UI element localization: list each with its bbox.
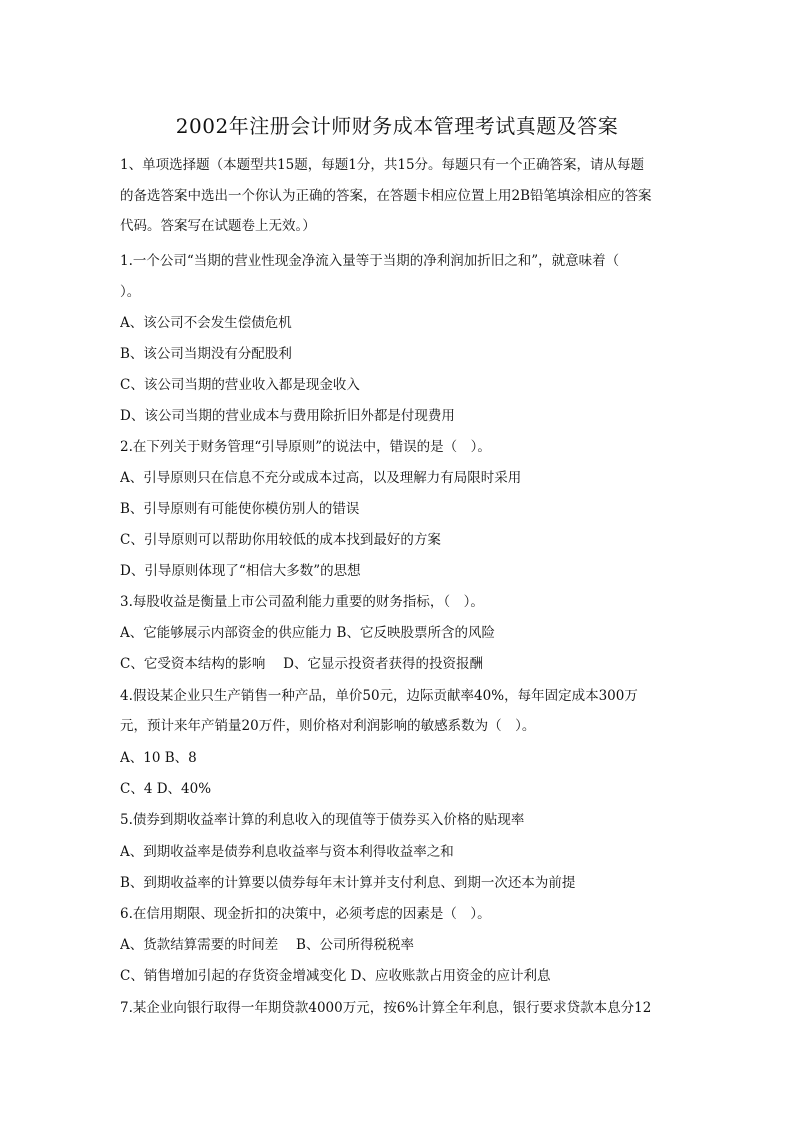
text-line: 的备选答案中选出一个你认为正确的答案，在答题卡相应位置上用2B铅笔填涂相应的答案	[120, 188, 652, 204]
page-title: 2002年注册会计师财务成本管理考试真题及答案	[175, 114, 619, 138]
text-line: 7.某企业向银行取得一年期贷款4000万元，按6%计算全年利息，银行要求贷款本息分12	[120, 1000, 652, 1016]
text-line: 6.在信用期限、现金折扣的决策中，必须考虑的因素是（ ）。	[120, 906, 491, 922]
text-line: 2.在下列关于财务管理“引导原则”的说法中，错误的是（ ）。	[120, 439, 491, 455]
text-line: ）。	[120, 284, 141, 300]
text-line: C、4 D、40%	[120, 781, 212, 797]
text-line: A、引导原则只在信息不充分或成本过高，以及理解力有局限时采用	[120, 470, 522, 486]
text-line: A、到期收益率是债券利息收益率与资本利得收益率之和	[120, 844, 454, 860]
text-line: C、它受资本结构的影响 D、它显示投资者获得的投资报酬	[120, 656, 483, 672]
text-line: B、引导原则有可能使你模仿别人的错误	[120, 501, 360, 517]
text-line: 1.一个公司“当期的营业性现金净流入量等于当期的净利润加折旧之和”，就意味着（	[120, 253, 620, 269]
text-line: A、该公司不会发生偿债危机	[120, 315, 292, 331]
text-line: 代码。答案写在试题卷上无效。）	[120, 218, 316, 234]
text-line: C、该公司当期的营业收入都是现金收入	[120, 377, 360, 393]
text-line: A、10 B、8	[120, 750, 197, 766]
text-line: B、该公司当期没有分配股利	[120, 346, 292, 362]
text-line: D、该公司当期的营业成本与费用除折旧外都是付现费用	[120, 408, 455, 424]
text-line: B、到期收益率的计算要以债券每年末计算并支付利息、到期一次还本为前提	[120, 875, 576, 891]
text-line: C、引导原则可以帮助你用较低的成本找到最好的方案	[120, 532, 441, 548]
text-line: 4.假设某企业只生产销售一种产品，单价50元，边际贡献率40%，每年固定成本300万	[120, 688, 638, 704]
text-line: 3.每股收益是衡量上市公司盈利能力重要的财务指标，（ ）。	[120, 594, 484, 610]
text-line: A、货款结算需要的时间差 B、公司所得税税率	[120, 937, 414, 953]
text-line: D、引导原则体现了“相信大多数”的思想	[120, 563, 361, 579]
text-line: 5.债券到期收益率计算的利息收入的现值等于债券买入价格的贴现率	[120, 812, 525, 828]
text-line: A、它能够展示内部资金的供应能力 B、它反映股票所含的风险	[120, 625, 495, 641]
text-line: 元，预计来年产销量20万件，则价格对利润影响的敏感系数为（ ）。	[120, 718, 536, 734]
text-line: C、销售增加引起的存货资金增减变化 D、应收账款占用资金的应计利息	[120, 968, 551, 984]
text-line: 1、单项选择题（本题型共15题，每题1分，共15分。每题只有一个正确答案，请从每题	[120, 157, 645, 173]
